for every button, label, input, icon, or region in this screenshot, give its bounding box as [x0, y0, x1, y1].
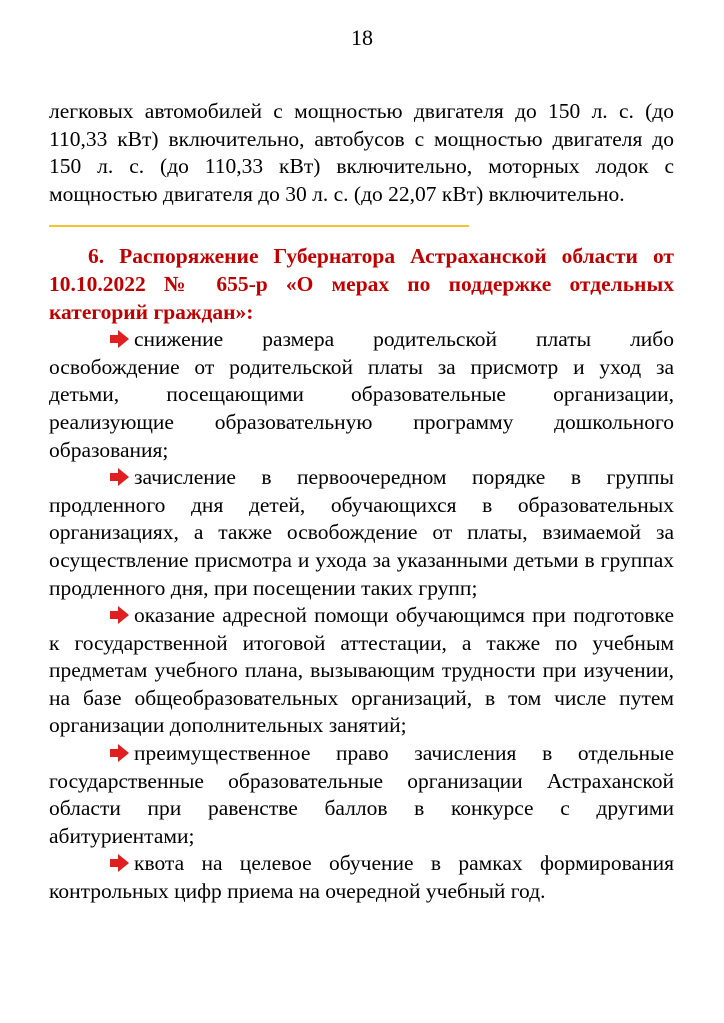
list-item-text: снижение размера родительской платы либо освобождение от родительской платы за присмотр и уход за детьми, посещающими образовательные организации, реализующие образовательную программу дошкольного образования;: [49, 327, 674, 462]
red-arrow-right-icon: [108, 742, 130, 760]
list-item-text: квота на целевое обучение в рамках формирования контрольных цифр приема на очередной учебный год.: [49, 851, 674, 904]
list-item: [49, 602, 674, 740]
section-heading: 6. Распоряжение Губернатора Астраханской области от 10.10.2022 № 655-р «О мерах по поддержке отдельных категорий граждан»:: [49, 244, 674, 324]
red-arrow-right-icon: [108, 466, 130, 484]
list-item: [49, 464, 674, 602]
red-arrow-right-icon: [108, 604, 130, 622]
list-item-text: преимущественное право зачисления в отдельные государственные образовательные организации Астраханской области при равенстве баллов в конкурсе с другими абитуриентами;: [49, 741, 674, 848]
list-item-text: зачисление в первоочередном порядке в группы продленного дня детей, обучающихся в образовательных организациях, а также освобождение от платы, взимаемой за осуществление присмотра и ухода за указанными детьми в группах продленного дня, при посещении таких групп;: [49, 465, 674, 600]
section-divider: [49, 225, 469, 227]
document-body: [49, 98, 674, 906]
list-item: [49, 740, 674, 850]
intro-paragraph: легковых автомобилей с мощностью двигателя до 150 л. с. (до 110,33 кВт) включительно, автобусов с мощностью двигателя до 150 л. с. (до 110,33 кВт) включительно, моторных лодок с мощностью двигателя до 30 л. с. (до 22,07 кВт) включительно.: [49, 99, 674, 206]
red-arrow-right-icon: [108, 852, 130, 870]
page-number: 18: [351, 25, 373, 50]
red-arrow-right-icon: [108, 328, 130, 346]
list-item: [49, 850, 674, 905]
bullet-list: [49, 326, 674, 905]
list-item: [49, 326, 674, 464]
list-item-text: оказание адресной помощи обучающимся при подготовке к государственной итоговой аттестации, а также по учебным предметам учебного плана, вызывающим трудности при изучении, на базе общеобразовательных организаций, в том числе путем организации дополнительных занятий;: [49, 603, 674, 738]
